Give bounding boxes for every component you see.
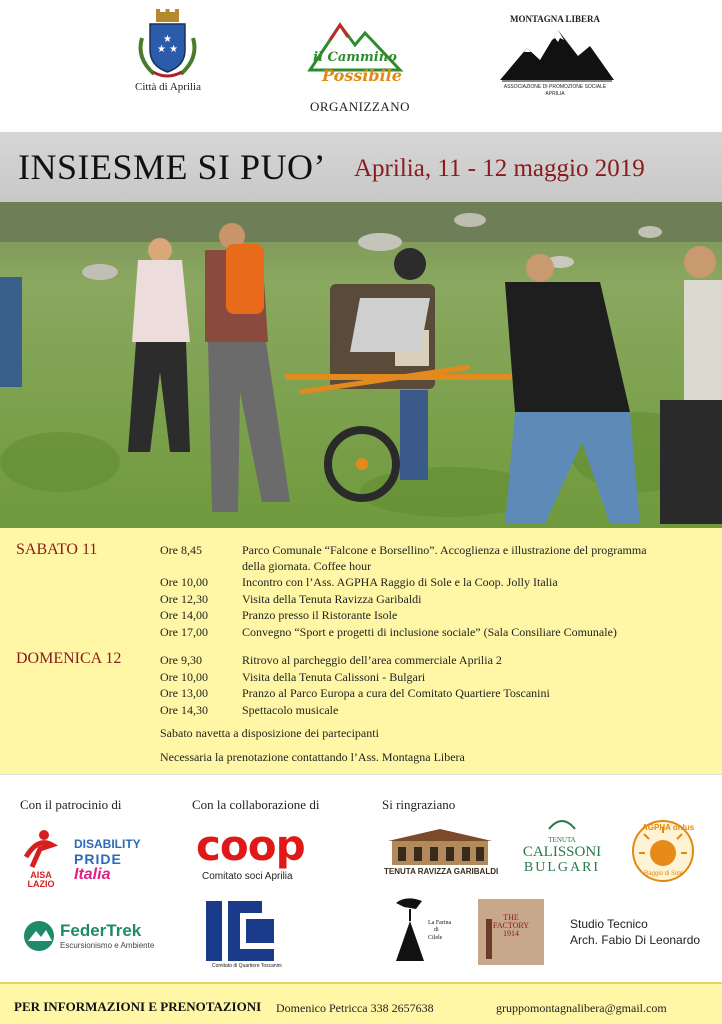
- montagna-libera-city: APRILIA: [545, 91, 565, 97]
- farina-text-1: La Farina: [428, 920, 452, 926]
- agpha-logo: [630, 819, 696, 888]
- sat-desc-1-cont: della giornata. Coffee hour: [242, 559, 372, 573]
- agpha-text-1: AGPHA onlus: [642, 823, 695, 832]
- sat-desc-3: Visita della Tenuta Ravizza Garibaldi: [242, 592, 422, 606]
- sat-desc-1: Parco Comunale “Falcone e Borsellino”. Accoglienza e illustrazione del programma: [242, 543, 647, 557]
- sun-desc-1: Ritrovo al parcheggio dell’area commerciale Aprilia 2: [242, 653, 502, 667]
- studio-text-1: Studio Tecnico: [570, 917, 648, 931]
- note-booking: Necessaria la prenotazione contattando l’Ass. Montagna Libera: [160, 750, 465, 764]
- patrocinio-heading: Con il patrocinio di: [20, 797, 122, 812]
- comitato-toscanini-logo: [206, 901, 282, 969]
- sat-time-3: Ore 12,30: [160, 592, 208, 606]
- cammino-logo-text-1: il Cammino: [313, 50, 397, 65]
- event-date: Aprilia, 11 - 12 maggio 2019: [354, 155, 645, 182]
- federtrek-sub: Escursionismo e Ambiente: [60, 941, 155, 950]
- la-farina-logo: [392, 895, 452, 970]
- sun-time-2: Ore 10,00: [160, 670, 208, 684]
- dp-text-3: Italia: [74, 866, 111, 883]
- sunday-label: DOMENICA 12: [16, 650, 122, 667]
- calissoni-text-2: CALISSONI: [522, 844, 602, 860]
- coop-text: coop: [196, 821, 305, 870]
- sun-time-4: Ore 14,30: [160, 703, 208, 717]
- montagna-libera-subtitle: ASSOCIAZIONE DI PROMOZIONE SOCIALE: [503, 84, 607, 90]
- svg-text:★ ★: ★ ★: [156, 44, 179, 55]
- collaborazione-heading: Con la collaborazione di: [192, 797, 320, 812]
- footer: [0, 982, 722, 1024]
- farina-text-3: Cilele: [428, 935, 443, 941]
- tenuta-ravizza-logo: [384, 827, 499, 876]
- the-factory-logo: [478, 899, 544, 965]
- sun-desc-4: Spettacolo musicale: [242, 703, 339, 717]
- sat-time-5: Ore 17,00: [160, 625, 208, 639]
- il-cammino-possibile-logo: [300, 15, 410, 90]
- program-section: [0, 528, 722, 774]
- saturday-label: SABATO 11: [16, 541, 98, 558]
- coop-logo: [196, 821, 305, 882]
- agpha-text-2: Raggio di Sole: [644, 871, 684, 877]
- factory-text-1: THE: [503, 913, 519, 922]
- montagna-libera-title: MONTAGNA LIBERA: [509, 14, 601, 24]
- footer-label: PER INFORMAZIONI E PRENOTAZIONI: [14, 999, 262, 1014]
- factory-text-3: 1914: [503, 929, 519, 938]
- sun-time-3: Ore 13,00: [160, 686, 208, 700]
- sat-time-1: Ore 8,45: [160, 543, 202, 557]
- aisa-text: AISA LAZIO: [27, 870, 55, 889]
- event-title: INSIESME SI PUO’: [18, 147, 327, 187]
- organizzano-label: ORGANIZZANO: [309, 99, 411, 114]
- header: [0, 0, 722, 132]
- dp-text-1: DISABILITY: [74, 837, 141, 851]
- sat-desc-2: Incontro con l’Ass. AGPHA Raggio di Sole e la Coop. Jolly Italia: [242, 575, 558, 589]
- calissoni-text-3: BULGARI: [523, 860, 601, 875]
- dp-text-2: PRIDE: [74, 851, 122, 867]
- sat-desc-5: Convegno “Sport e progetti di inclusione sociale” (Sala Consiliare Comunale): [242, 625, 617, 639]
- sat-desc-4: Pranzo presso il Ristorante Isole: [242, 608, 398, 622]
- sponsors-section: [0, 774, 722, 982]
- disability-pride-logo: [74, 837, 146, 882]
- note-shuttle: Sabato navetta a disposizione dei partecipanti: [160, 726, 379, 740]
- cammino-logo-text-2: Possibile: [322, 66, 402, 85]
- ravizza-text: TENUTA RAVIZZA GARIBALDI: [384, 867, 499, 876]
- svg-text:★: ★: [163, 34, 172, 45]
- factory-text-2: FACTORY: [492, 921, 530, 930]
- sun-desc-2: Visita della Tenuta Calissoni - Bulgari: [242, 670, 426, 684]
- sun-desc-3: Pranzo al Parco Europa a cura del Comitato Quartiere Toscanini: [242, 686, 550, 700]
- title-band: [0, 132, 722, 202]
- footer-contact: Domenico Petricca 338 2657638: [276, 1001, 434, 1015]
- federtrek-name: FederTrek: [60, 921, 142, 940]
- farina-text-2: di: [434, 927, 439, 933]
- sun-time-1: Ore 9,30: [160, 653, 202, 667]
- studio-text-2: Arch. Fabio Di Leonardo: [570, 933, 701, 947]
- calissoni-text-1: TENUTA: [548, 836, 576, 844]
- sat-time-2: Ore 10,00: [160, 575, 208, 589]
- toscanini-text: Comitato di Quartiere Toscanini: [212, 963, 282, 969]
- aisa-lazio-logo: [22, 827, 58, 892]
- coop-sub: Comitato soci Aprilia: [202, 871, 293, 882]
- calissoni-logo: [516, 817, 608, 875]
- federtrek-logo: [22, 919, 155, 958]
- footer-email[interactable]: gruppomontagnalibera@gmail.com: [496, 1001, 667, 1015]
- hero-photo: [0, 202, 722, 528]
- sat-time-4: Ore 14,00: [160, 608, 208, 622]
- city-name: Città di Aprilia: [135, 81, 201, 93]
- ringraziano-heading: Si ringraziano: [382, 797, 456, 812]
